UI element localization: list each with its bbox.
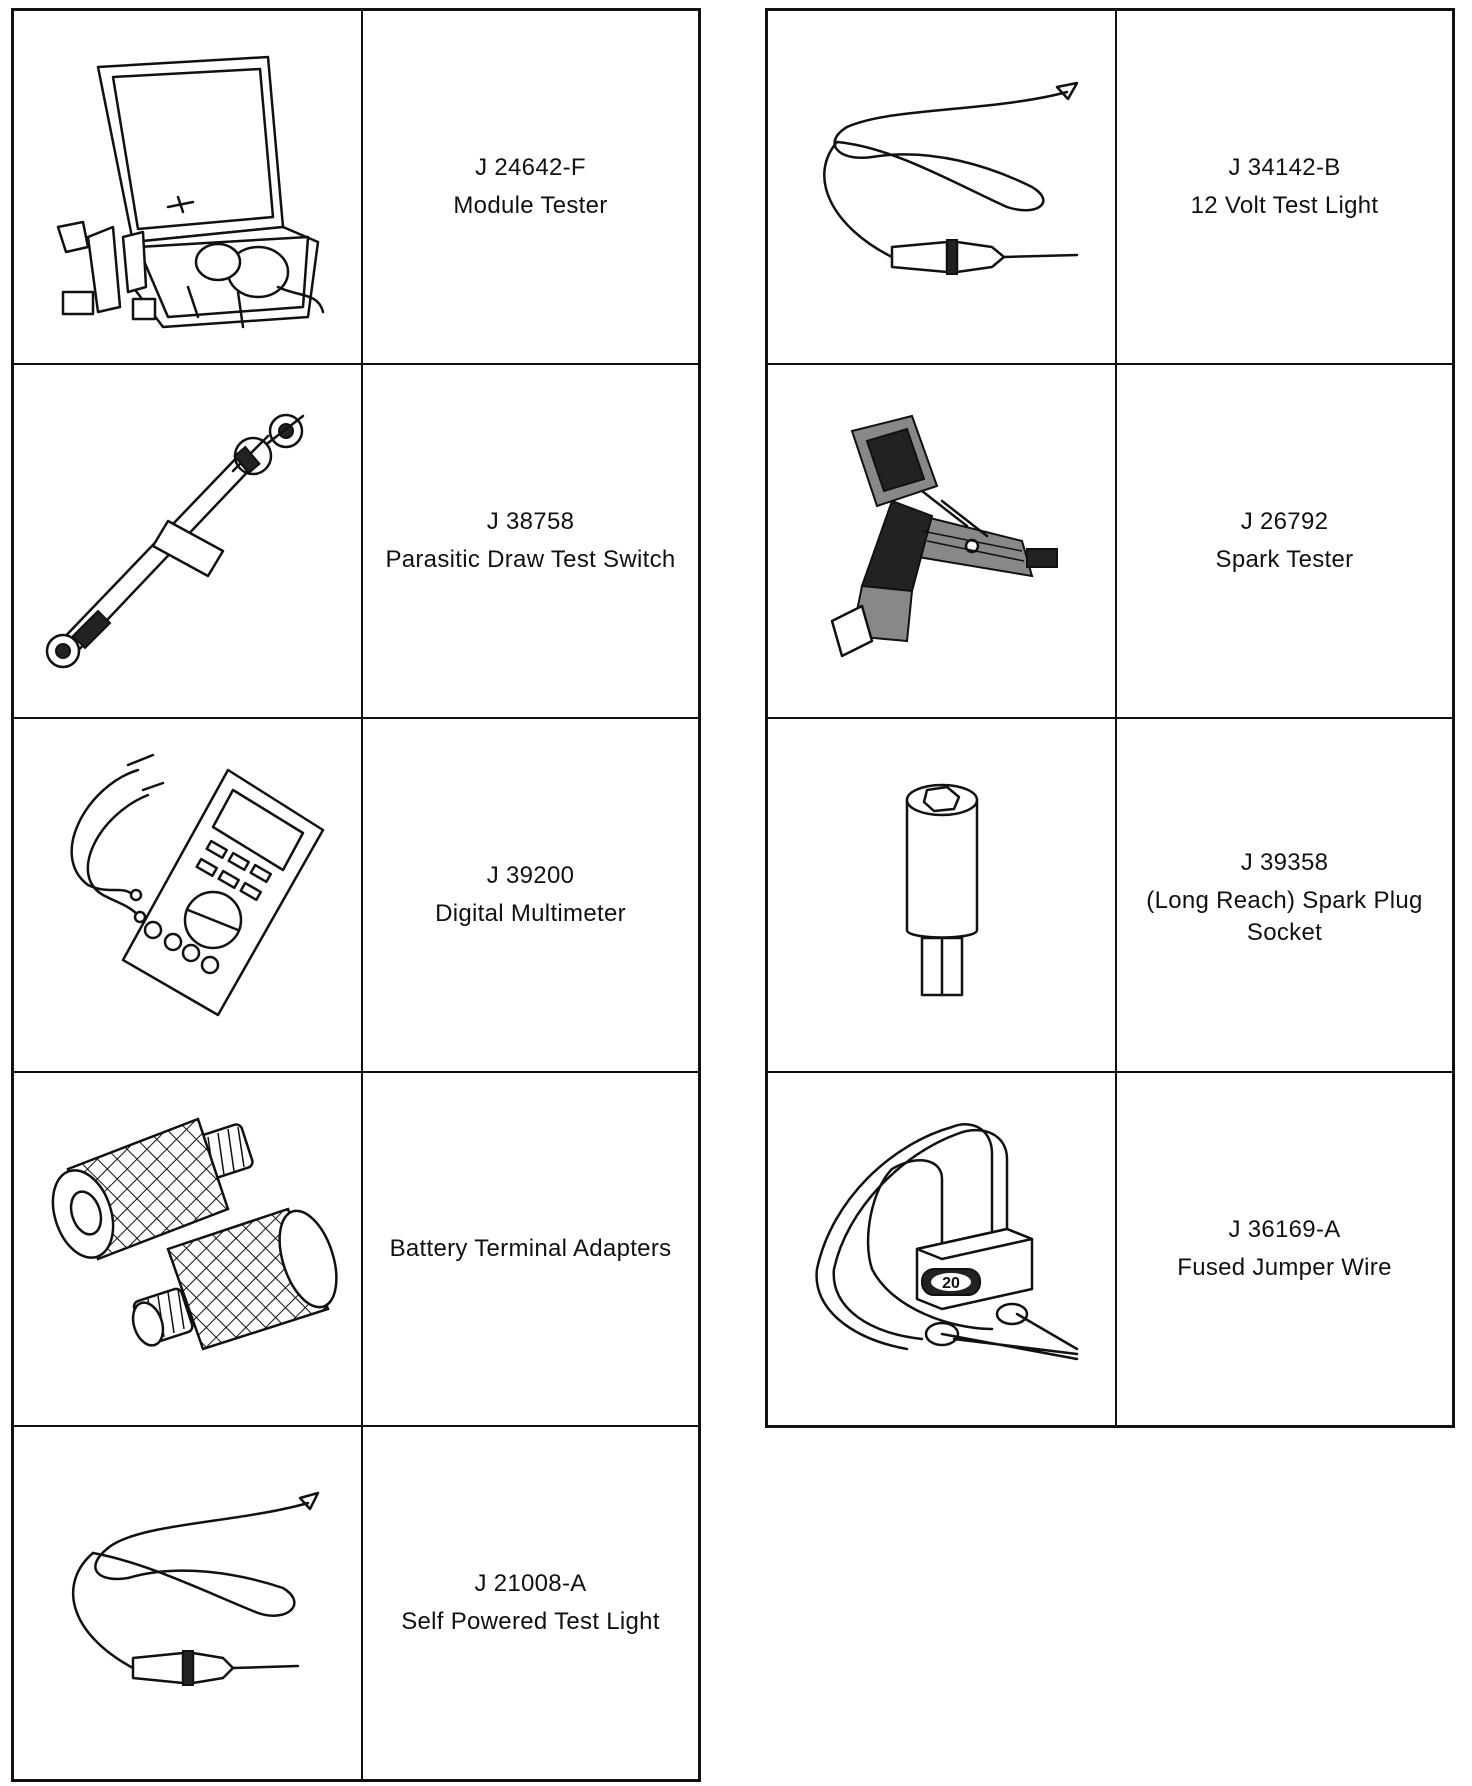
tool-row xyxy=(767,364,1454,718)
tool-name: Module Tester xyxy=(453,192,608,219)
terminal-adapters-icon xyxy=(38,1099,338,1399)
tool-illustration-cell xyxy=(767,1072,1117,1427)
fused-jumper-wire-icon xyxy=(792,1099,1092,1399)
special-tools-table-left xyxy=(11,8,701,1782)
tool-row xyxy=(13,718,700,1072)
tool-number: J 39200 xyxy=(486,862,575,889)
tool-caption xyxy=(1117,149,1452,225)
tool-caption xyxy=(363,503,698,579)
tool-number: J 34142-B xyxy=(1228,154,1341,181)
tool-row xyxy=(13,10,700,365)
tool-illustration-cell xyxy=(13,364,363,718)
tool-row xyxy=(767,718,1454,1072)
tool-caption xyxy=(1117,844,1452,946)
tool-number: J 24642-F xyxy=(475,154,586,181)
test-light-icon xyxy=(792,37,1092,337)
tool-number: J 38758 xyxy=(486,508,575,535)
tool-description-cell xyxy=(362,1426,700,1781)
tool-description-cell xyxy=(362,718,700,1072)
fuse-rating-label: 20 xyxy=(941,1275,960,1292)
test-light-icon xyxy=(38,1453,338,1753)
multimeter-icon xyxy=(28,745,348,1045)
tool-name: Digital Multimeter xyxy=(435,900,626,927)
tool-caption xyxy=(363,857,698,933)
tool-row xyxy=(13,1072,700,1426)
tool-illustration-cell xyxy=(13,718,363,1072)
tool-name: (Long Reach) Spark Plug xyxy=(1146,887,1423,914)
tool-name: Fused Jumper Wire xyxy=(1177,1254,1392,1281)
tool-caption xyxy=(363,1230,698,1268)
tool-number: J 26792 xyxy=(1240,508,1329,535)
tool-illustration-cell xyxy=(13,10,363,365)
tool-illustration-cell xyxy=(767,718,1117,1072)
tool-description-cell xyxy=(1116,718,1454,1072)
tool-illustration-cell xyxy=(767,10,1117,365)
tool-caption xyxy=(1117,1211,1452,1287)
tool-description-cell xyxy=(362,1072,700,1426)
module-tester-icon xyxy=(38,37,338,337)
tool-name: Spark Tester xyxy=(1215,546,1354,573)
tool-row xyxy=(13,364,700,718)
tool-description-cell xyxy=(1116,10,1454,365)
tool-row xyxy=(767,10,1454,365)
tool-illustration-cell xyxy=(13,1426,363,1781)
tool-name: Parasitic Draw Test Switch xyxy=(385,546,676,573)
tool-name-line2: Socket xyxy=(1246,919,1323,946)
tool-number: J 36169-A xyxy=(1228,1216,1341,1243)
tool-caption xyxy=(1117,503,1452,579)
tool-illustration-cell xyxy=(767,364,1117,718)
tool-row xyxy=(767,1072,1454,1427)
tool-name: 12 Volt Test Light xyxy=(1190,192,1379,219)
tool-caption xyxy=(363,149,698,225)
special-tools-table-right xyxy=(765,8,1455,1428)
tool-illustration-cell xyxy=(13,1072,363,1426)
tool-description-cell xyxy=(362,364,700,718)
tool-caption xyxy=(363,1565,698,1641)
test-switch-icon xyxy=(28,391,348,691)
spark-tester-icon xyxy=(792,391,1092,691)
tool-description-cell xyxy=(1116,364,1454,718)
tool-description-cell xyxy=(1116,1072,1454,1427)
tool-description-cell xyxy=(362,10,700,365)
tool-row xyxy=(13,1426,700,1781)
tool-name: Self Powered Test Light xyxy=(401,1608,660,1635)
tool-number: J 39358 xyxy=(1240,849,1329,876)
tool-number: J 21008-A xyxy=(474,1570,587,1597)
spark-plug-socket-icon xyxy=(792,745,1092,1045)
tool-name: Battery Terminal Adapters xyxy=(389,1235,672,1262)
